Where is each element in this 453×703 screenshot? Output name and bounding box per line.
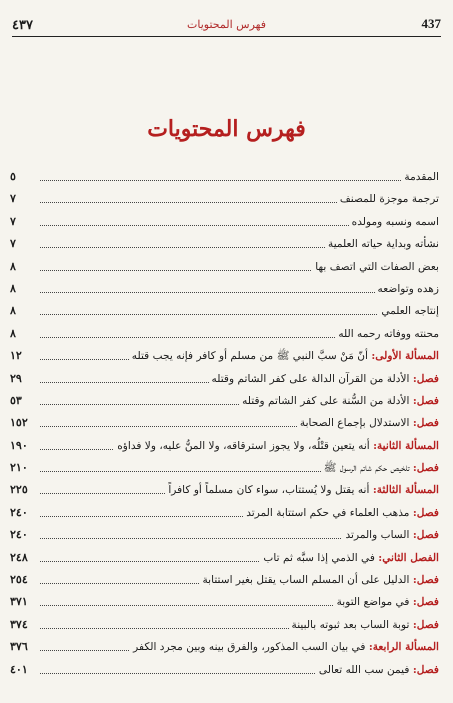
toc-entry	[10, 591, 439, 613]
toc-entry-page: ٨	[10, 278, 19, 300]
toc-entry-title: ترجمة موجزة للمصنف	[339, 193, 439, 206]
toc-entry-label: فصل:	[412, 506, 439, 519]
toc-entry-text	[325, 233, 439, 255]
running-title: فهرس المحتويات	[187, 18, 266, 31]
toc-entry-page: ٣٧٤	[10, 614, 31, 636]
toc-entry-page: ٨	[10, 323, 19, 345]
toc-entry	[10, 233, 439, 255]
toc-entry	[10, 278, 439, 300]
toc-entry-text	[349, 211, 439, 233]
toc-entry-label: المسألة الرابعة:	[368, 641, 439, 654]
toc-entry-page: ١٥٢	[10, 412, 31, 434]
dot-leader	[40, 314, 427, 315]
toc-entry-text	[199, 569, 439, 591]
toc-entry	[10, 502, 439, 524]
toc-entry-title: أنه يقتل ولا يُستتاب، سواء كان مسلماً أو كافراً	[168, 484, 370, 497]
toc-entry-page: ٢٤٨	[10, 547, 31, 569]
page-number-latin: 437	[421, 16, 441, 31]
toc-entry-text	[401, 166, 439, 188]
toc-entry	[10, 412, 439, 434]
toc-entry-text	[130, 636, 439, 658]
toc-entry-title: زهده وتواضعه	[377, 282, 439, 295]
running-header	[12, 14, 441, 37]
toc-entry-text	[289, 614, 439, 636]
toc-entry-label: فصل:	[412, 462, 439, 475]
table-of-contents	[10, 166, 439, 681]
toc-entry-title: إنتاجه العلمي	[381, 305, 439, 318]
toc-entry-page: ٨	[10, 256, 19, 278]
toc-entry-label: المسألة الثانية:	[373, 439, 439, 452]
toc-entry-title: الاستدلال بإجماع الصحابة	[299, 417, 410, 430]
toc-entry-text	[342, 524, 439, 546]
toc-entry-text	[321, 457, 439, 479]
dot-leader	[40, 292, 427, 293]
toc-entry-page: ٥	[10, 166, 19, 188]
toc-entry-text	[378, 300, 439, 322]
toc-entry	[10, 569, 439, 591]
dot-leader	[40, 180, 427, 181]
toc-entry-label: المسألة الثالثة:	[372, 484, 439, 497]
toc-entry-title: تلخيص حكم شاتم الرسول ﷺ	[323, 462, 410, 475]
toc-entry-label: فصل:	[412, 618, 439, 631]
toc-entry	[10, 390, 439, 412]
toc-entry-label: فصل:	[412, 529, 439, 542]
toc-entry	[10, 457, 439, 479]
toc-entry-page: ٢٤٠	[10, 502, 31, 524]
toc-entry	[10, 188, 439, 210]
toc-entry-label: فصل:	[412, 574, 439, 587]
toc-entry	[10, 256, 439, 278]
toc-entry-title: الأدلة من السُّنة على كفر الشاتم وقتله	[242, 394, 410, 407]
toc-entry-text	[260, 547, 439, 569]
toc-entry	[10, 636, 439, 658]
page-number-arabic: ٤٣٧	[12, 18, 33, 33]
toc-entry-title: أنّ مَنْ سبَّ النبي ﷺ من مسلم أو كافر فإنه يجب قتله	[131, 350, 368, 363]
toc-entry-title: في مواضع التوبة	[336, 596, 410, 609]
toc-entry-title: أنه يتعين قتْلُه، ولا يجوز استرقاقه، ولا المنُّ عليه، ولا فداؤه	[117, 439, 370, 452]
toc-entry	[10, 479, 439, 501]
toc-entry	[10, 614, 439, 636]
toc-entry-title: الأدلة من القرآن الدالة على كفر الشاتم وقتله	[211, 372, 410, 385]
toc-entry-title: نشأته وبداية حياته العلمية	[328, 238, 439, 251]
toc-entry-page: ٥٣	[10, 390, 25, 412]
toc-entry	[10, 524, 439, 546]
toc-entry-label: فصل:	[412, 417, 439, 430]
toc-entry-page: ٣٧١	[10, 591, 31, 613]
toc-entry-title: اسمه ونسبه ومولده	[351, 215, 439, 228]
toc-entry-page: ٧	[10, 211, 19, 233]
toc-entry-label: الفصل الثاني:	[378, 551, 439, 564]
toc-entry-text	[129, 345, 439, 367]
toc-entry-label: فصل:	[412, 394, 439, 407]
toc-entry-page: ٢٥٤	[10, 569, 31, 591]
toc-entry-title: في الذمي إذا سبَّه ثم تاب	[263, 551, 375, 564]
toc-entry	[10, 300, 439, 322]
toc-entry-text	[209, 368, 439, 390]
toc-entry-text	[243, 502, 439, 524]
toc-entry-title: بعض الصفات التي اتصف بها	[315, 260, 439, 273]
toc-entry-label: فصل:	[412, 663, 439, 676]
toc-entry-text	[297, 412, 439, 434]
toc-entry	[10, 435, 439, 457]
toc-entry-text	[165, 479, 439, 501]
toc-entry-title: فيمن سب الله تعالى	[318, 663, 410, 676]
toc-entry	[10, 547, 439, 569]
toc-entry-page: ١٩٠	[10, 435, 31, 457]
toc-entry-page: ٧	[10, 188, 19, 210]
toc-entry-title: الدليل على أن المسلم الساب يقتل بغير استتابة	[202, 574, 410, 587]
toc-entry-page: ٢٩	[10, 368, 25, 390]
toc-entry-title: في بيان السب المذكور، والفرق بينه وبين مجرد الكفر	[133, 641, 366, 654]
toc-entry-text	[375, 278, 439, 300]
toc-entry-title: مذهب العلماء في حكم استتابة المرتد	[246, 506, 410, 519]
toc-entry-label: فصل:	[412, 596, 439, 609]
toc-entry	[10, 166, 439, 188]
toc-entry-page: ٣٧٦	[10, 636, 31, 658]
toc-entry-text	[312, 256, 439, 278]
toc-entry-text	[335, 323, 439, 345]
toc-entry-text	[239, 390, 439, 412]
toc-entry-page: ٤٠١	[10, 659, 31, 681]
toc-entry	[10, 323, 439, 345]
toc-entry-text	[316, 659, 439, 681]
toc-entry-page: ٢٢٥	[10, 479, 31, 501]
toc-entry	[10, 211, 439, 233]
page-title: فهرس المحتويات	[147, 116, 306, 142]
toc-entry	[10, 659, 439, 681]
toc-entry-page: ٢٤٠	[10, 524, 31, 546]
toc-entry	[10, 368, 439, 390]
toc-entry-text	[334, 591, 439, 613]
toc-entry-title: المقدمة	[404, 171, 439, 183]
toc-entry-text	[337, 188, 439, 210]
toc-entry-page: ٨	[10, 300, 19, 322]
toc-entry-title: الساب والمرتد	[345, 529, 410, 542]
toc-entry	[10, 345, 439, 367]
toc-entry-label: المسألة الأولى:	[371, 350, 439, 363]
toc-entry-title: توبة الساب بعد ثبوته بالبينة	[291, 618, 410, 631]
toc-entry-title: محنته ووفاته رحمه الله	[338, 327, 439, 340]
toc-entry-text	[114, 435, 439, 457]
toc-entry-page: ٢١٠	[10, 457, 31, 479]
toc-entry-label: فصل:	[412, 372, 439, 385]
toc-entry-page: ١٢	[10, 345, 25, 367]
toc-entry-page: ٧	[10, 233, 19, 255]
